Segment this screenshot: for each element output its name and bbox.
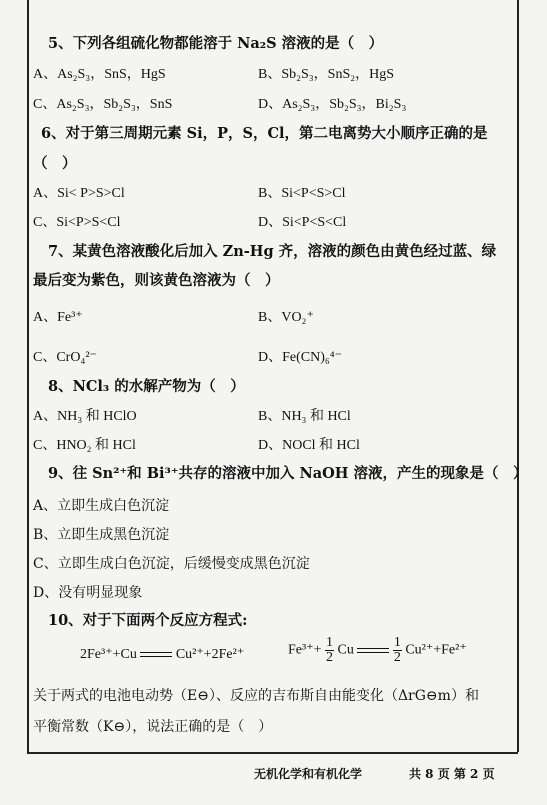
q7-option-c: C、CrO₄²⁻ [33, 350, 97, 365]
q6-option-d: D、Si<P<S<Cl [258, 215, 347, 230]
equation-2 [288, 636, 467, 665]
fraction-half [325, 636, 334, 665]
q7-stem: 7、某黄色溶液酸化后加入 Zn-Hg 齐，溶液的颜色由黄色经过蓝、绿 [48, 243, 497, 260]
equation-2-left-b: Cu [337, 642, 354, 658]
fraction-denominator-right: 2 [393, 650, 401, 665]
q8-option-c: C、HNO₂ 和 HCl [33, 438, 136, 453]
fraction-denominator: 2 [325, 650, 333, 665]
frame-bottom-border [27, 752, 518, 754]
q7-stem-cont: 最后变为紫色，则该黄色溶液为（ ） [33, 272, 280, 289]
frame-left-border [27, 0, 29, 752]
q10-line-3: 平衡常数（K⊖），说法正确的是（ ） [33, 719, 273, 735]
q9-option-b: B、立即生成黑色沉淀 [33, 527, 170, 543]
q5-option-a: A、As₂S₃，SnS，HgS [33, 67, 166, 82]
q7-option-a: A、Fe³⁺ [33, 310, 83, 325]
q9-option-d: D、没有明显现象 [33, 585, 143, 601]
q8-stem: 8、NCl₃ 的水解产物为（ ） [48, 378, 245, 395]
q9-stem: 9、往 Sn²⁺和 Bi³⁺共存的溶液中加入 NaOH 溶液，产生的现象是（ ） [48, 465, 528, 482]
q5-option-d: D、As₂S₃，Sb₂S₃，Bi₂S₃ [258, 97, 407, 112]
q8-option-d: D、NOCl 和 HCl [258, 438, 360, 453]
q5-option-b: B、Sb₂S₃，SnS₂，HgS [258, 67, 395, 82]
q5-stem: 5、下列各组硫化物都能溶于 Na₂S 溶液的是（ ） [48, 35, 384, 52]
frame-right-border [517, 0, 519, 752]
q10-line-2: 关于两式的电池电动势（E⊖）、反应的吉布斯自由能变化（ΔrG⊖m）和 [33, 688, 479, 704]
equation-1-left: 2Fe³⁺+Cu [80, 647, 137, 662]
equilibrium-arrow-icon [140, 651, 172, 659]
equilibrium-arrow-icon [357, 647, 389, 655]
equation-1 [80, 646, 244, 663]
fraction-numerator-right: 1 [393, 635, 401, 650]
q6-stem: 6、对于第三周期元素 Si，P，S，Cl，第二电离势大小顺序正确的是 [41, 125, 488, 142]
q6-stem-cont: （ ） [33, 155, 77, 172]
equation-2-right: Cu²⁺+Fe²⁺ [405, 642, 467, 658]
q6-option-b: B、Si<P<S>Cl [258, 186, 346, 201]
footer-page-number: 共 8 页 第 2 页 [409, 767, 495, 781]
q8-option-b: B、NH₃ 和 HCl [258, 409, 351, 424]
q9-option-c: C、立即生成白色沉淀，后缓慢变成黑色沉淀 [33, 556, 310, 572]
footer-course: 无机化学和有机化学 [254, 767, 363, 781]
q7-option-b: B、VO₂⁺ [258, 310, 314, 325]
equation-2-left-a: Fe³⁺+ [288, 642, 322, 658]
q9-option-a: A、立即生成白色沉淀 [33, 498, 170, 514]
fraction-numerator: 1 [325, 635, 333, 650]
q7-option-d: D、Fe(CN)₆⁴⁻ [258, 350, 343, 365]
q6-option-c: C、Si<P>S<Cl [33, 215, 121, 230]
q5-option-c: C、As₂S₃，Sb₂S₃，SnS [33, 97, 173, 112]
equation-1-right: Cu²⁺+2Fe²⁺ [175, 647, 245, 662]
q10-stem: 10、对于下面两个反应方程式: [48, 612, 248, 629]
q8-option-a: A、NH₃ 和 HClO [33, 409, 137, 424]
fraction-half-right [393, 636, 402, 665]
q6-option-a: A、Si< P>S>Cl [33, 186, 125, 201]
